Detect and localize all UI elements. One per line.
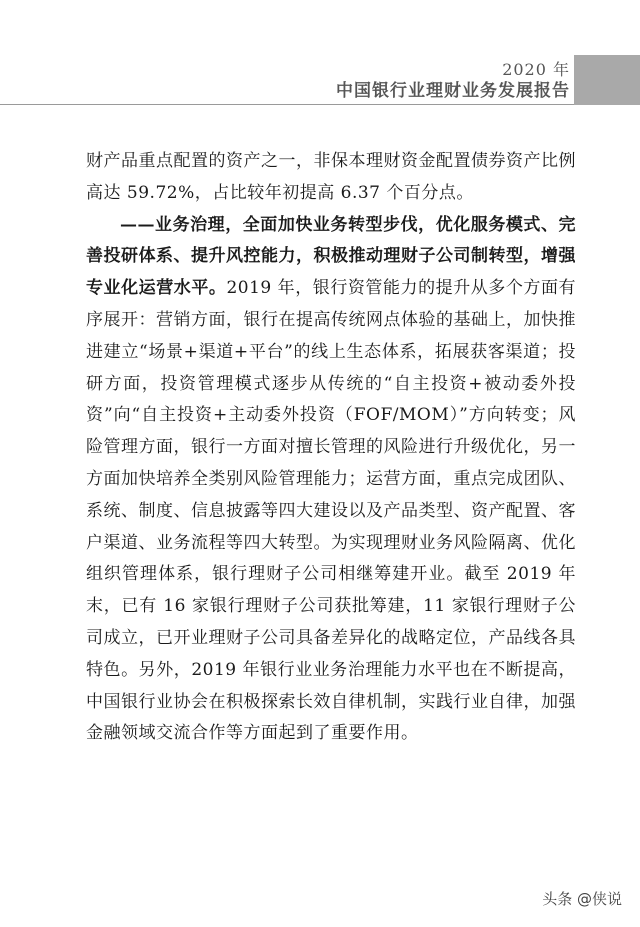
header-tab-block xyxy=(574,55,640,105)
paragraph-continued: 财产品重点配置的资产之一，非保本理财资金配置债券资产比例高达 59.72%，占比较年初提高 6.37 个百分点。 xyxy=(86,151,576,203)
paragraph-lead-bold: ——业务治理，全面加快业务转型步伐，优化服务模式、完善投研体系、提升风控能力，积极推动理财子公司制转型，增强专业化运营水平。 xyxy=(86,214,576,299)
header-divider xyxy=(0,104,574,105)
watermark-text: 头条 @侠说 xyxy=(542,890,622,908)
running-header xyxy=(336,60,570,102)
paragraph-business-governance xyxy=(86,210,576,751)
header-year: 2020 年 xyxy=(502,60,570,79)
watermark xyxy=(542,888,622,909)
header-title: 中国银行业理财业务发展报告 xyxy=(336,81,570,101)
paragraph-body: 2019 年，银行资管能力的提升从多个方面有序展开：营销方面，银行在提高传统网点体验的基础上，加快推进建立“场景+渠道+平台”的线上生态体系，拓展获客渠道；投研方面，投资管理模式逐步从传统的“自主投资+被动委外投资”向“自主投资+主动委外投资（FOF/MOM）”方向转变；风险管理方面，银行一方面对擅长管理的风险进行升级优化，另一方面加快培养全类别风险管理能力；运营方面，重点完成团队、系统、制度、信息披露等四大建设以及产品类型、资产配置、客户渠道、业务流程等四大转型。为实现理财业务风险隔离、优化组织管理体系，银行理财子公司相继筹建开业。截至 2019 年末，已有 16 家银行理财子公司获批筹建，11 家银行理财子公司成立，已开业理财子公司具备差异化的战略定位，产品线各具特色。另外，2019 年银行业业务治理能力水平也在不断提高，中国银行业协会在积极探索长效自律机制，实践行业自律，加强金融领域交流合作等方面起到了重要作用。 xyxy=(86,278,577,744)
report-body xyxy=(86,146,576,750)
